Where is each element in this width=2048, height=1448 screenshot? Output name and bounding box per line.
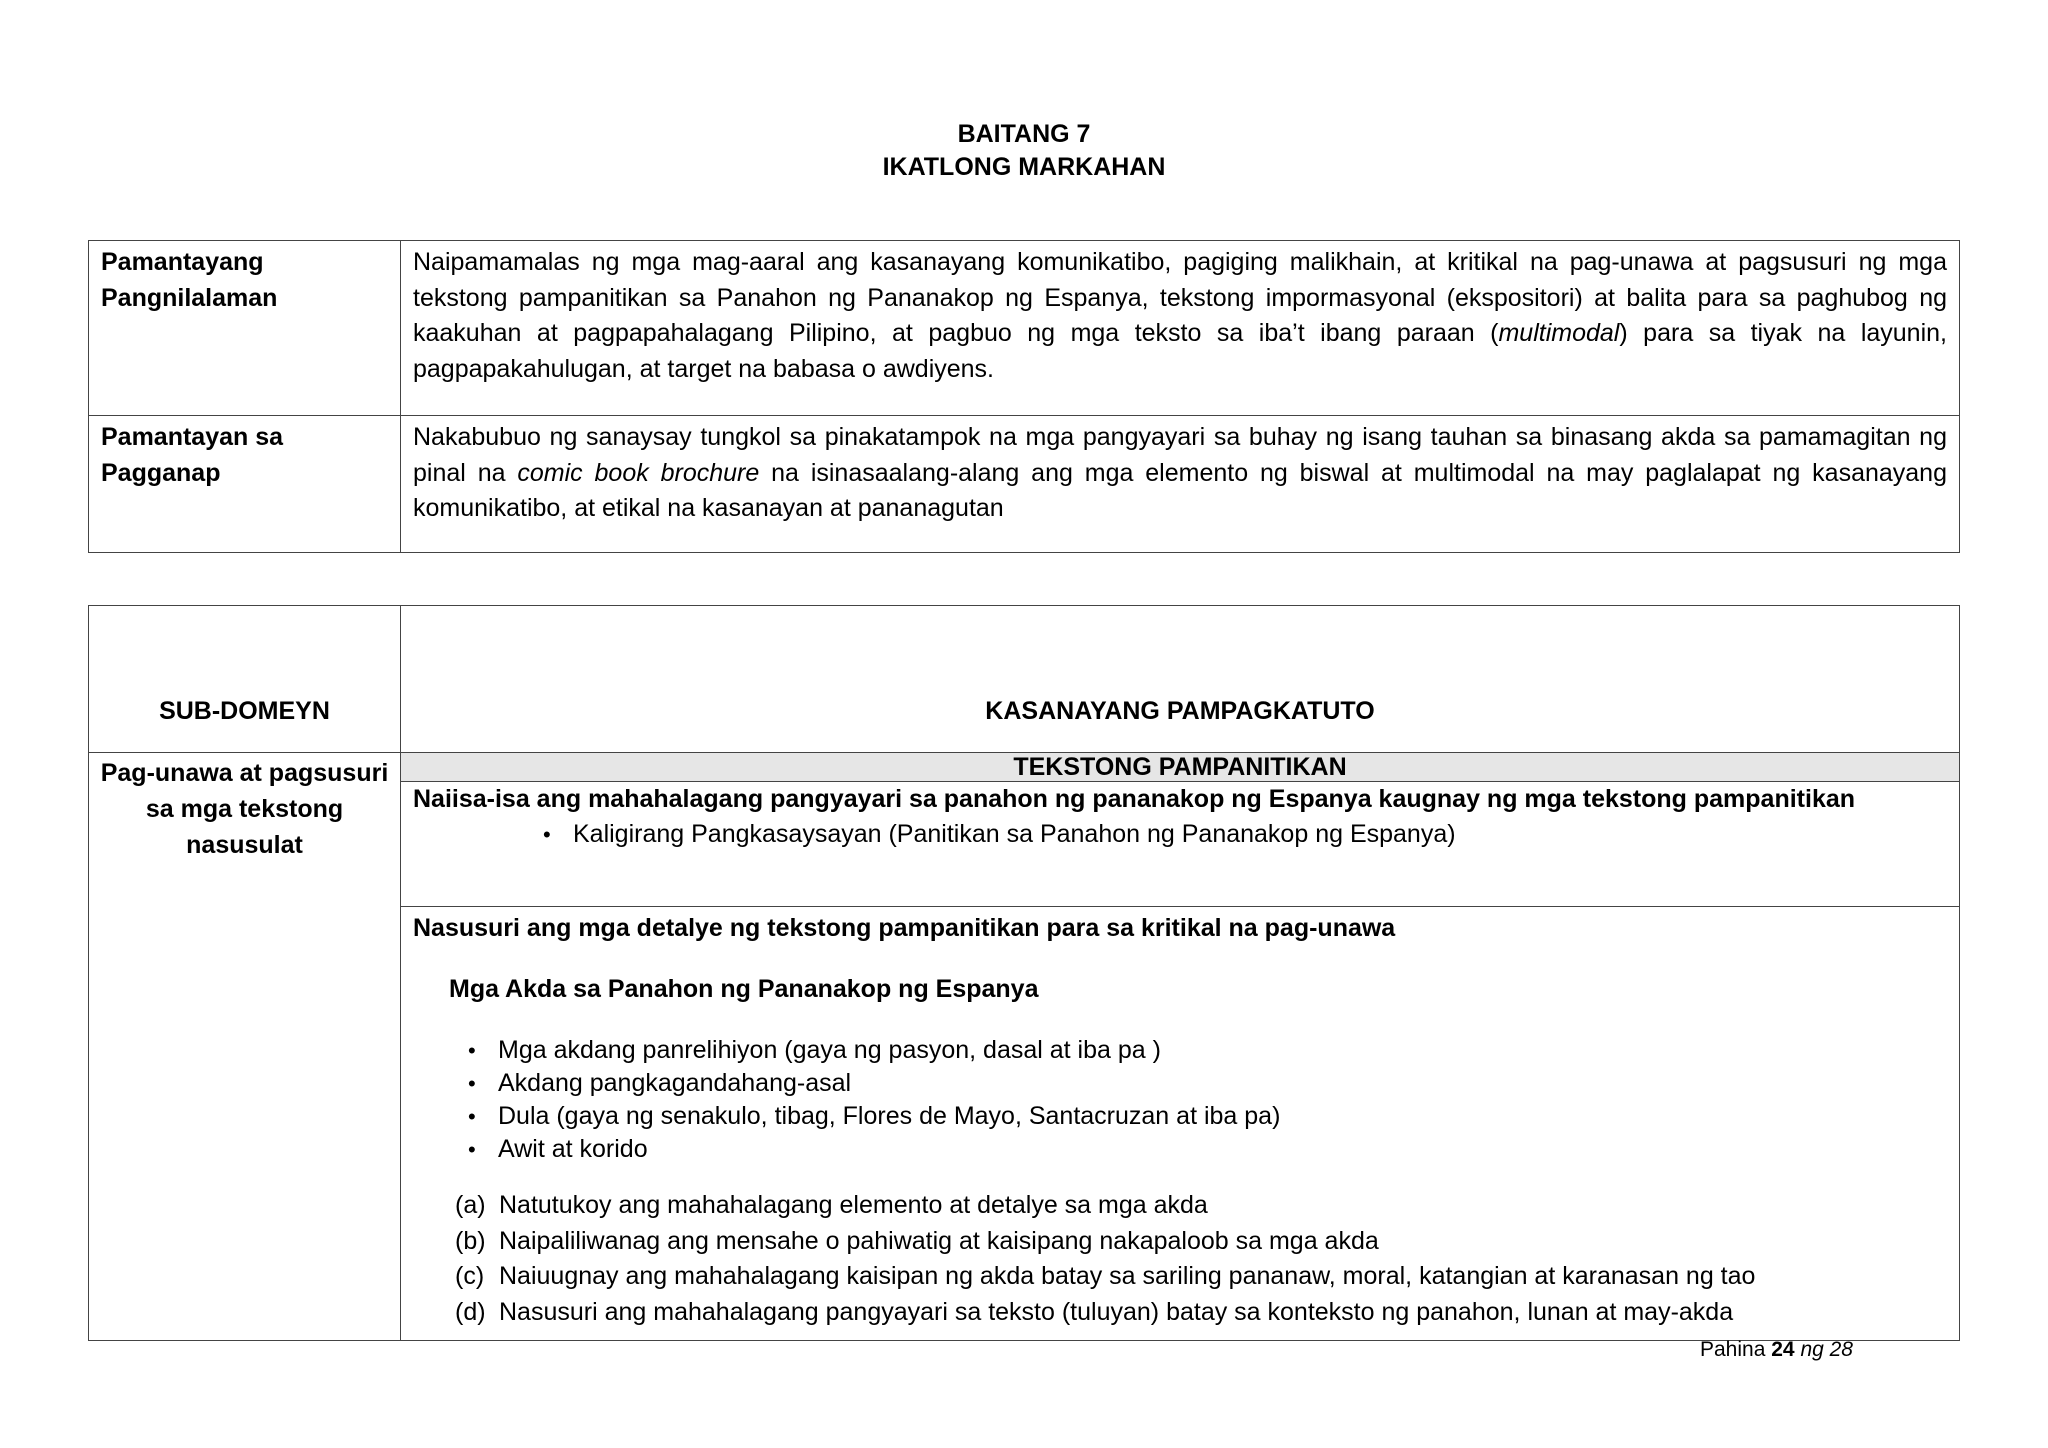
competency-cell-1 (401, 782, 1960, 907)
list-item: (d) Nasusuri ang mahahalagang pangyayari sa teksto (tuluyan) batay sa konteksto ng panahon, lunan at may-akda (455, 1297, 1734, 1326)
competencies-header-row (89, 606, 1960, 753)
page-footer (1700, 1338, 1853, 1362)
list-item: • Dula (gaya ng senakulo, tibag, Flores de Mayo, Santacruzan at iba pa) (498, 1100, 1947, 1133)
list-item: • Mga akdang panrelihiyon (gaya ng pasyon, dasal at iba pa ) (498, 1034, 1947, 1067)
competency-title-1: Naiisa-isa ang mahahalagang pangyayari sa panahon ng pananakop ng Espanya kaugnay ng mga tekstong pampanitikan (413, 785, 1856, 813)
page-label: Pahina (1700, 1338, 1766, 1361)
section-title: TEKSTONG PAMPANITIKAN (401, 753, 1960, 782)
bullet-list-2 (498, 1034, 1947, 1166)
performance-standard-text: Nakabubuo ng sanaysay tungkol sa pinakatampok na mga pangyayari sa buhay ng isang tauhan sa binasang akda sa pamamagitan ng pinal na comic book brochure na isinasaalang-alang ang mga elemento ng biswal at multimodal na may paglalapat ng kasanayang komunikatibo, at etikal na kasanayan at pananagutan (401, 416, 1960, 553)
competency-cell-2 (401, 907, 1960, 1341)
bullet-list-1 (573, 818, 1947, 851)
list-item: • Awit at korido (498, 1133, 1947, 1166)
page-total: ng 28 (1800, 1338, 1853, 1361)
subdomain-column-header: SUB-DOMEYN (89, 606, 401, 753)
competency-column-header: KASANAYANG PAMPAGKATUTO (401, 606, 1960, 753)
page-heading (0, 118, 2048, 184)
performance-standard-row (89, 416, 1960, 553)
section-title-row (89, 753, 1960, 782)
list-item: (b) Naipaliliwanag ang mensahe o pahiwatig at kaisipang nakapaloob sa mga akda (455, 1226, 1379, 1255)
lettered-list (455, 1188, 1947, 1330)
list-item: • Akdang pangkagandahang-asal (498, 1067, 1947, 1100)
list-item: (a) Natutukoy ang mahahalagang elemento at detalye sa mga akda (455, 1191, 1208, 1219)
content-standard-row (89, 241, 1960, 416)
list-item: • Kaligirang Pangkasaysayan (Panitikan sa Panahon ng Pananakop ng Espanya) (573, 818, 1947, 851)
standards-table (88, 240, 1960, 553)
list-item: (c) Naiuugnay ang mahahalagang kaisipan ng akda batay sa sariling pananaw, moral, katangian at karanasan ng tao (455, 1262, 1756, 1290)
works-subheading: Mga Akda sa Panahon ng Pananakop ng Espanya (449, 975, 1039, 1003)
content-standard-text: Naipamamalas ng mga mag-aaral ang kasanayang komunikatibo, pagiging malikhain, at kritikal na pag-unawa at pagsusuri ng mga tekstong pampanitikan sa Panahon ng Pananakop ng Espanya, tekstong impormasyonal (ekspositori) at balita para sa paghubog ng kaakuhan at pagpapahalagang Pilipino, at pagbuo ng mga teksto sa iba’t ibang paraan (multimodal) para sa tiyak na layunin, pagpapakahulugan, at target na babasa o awdiyens. (401, 241, 1960, 416)
competencies-table (88, 605, 1960, 1341)
competency-title-2: Nasusuri ang mga detalye ng tekstong pampanitikan para sa kritikal na pag-unawa (413, 914, 1396, 942)
performance-standard-label: Pamantayan sa Pagganap (89, 416, 401, 553)
quarter-title: IKATLONG MARKAHAN (882, 153, 1166, 181)
grade-title: BAITANG 7 (957, 120, 1091, 148)
subdomain-cell: Pag-unawa at pagsusuri sa mga tekstong nasusulat (89, 753, 401, 1341)
content-standard-label: Pamantayang Pangnilalaman (89, 241, 401, 416)
page-number: 24 (1771, 1338, 1795, 1361)
